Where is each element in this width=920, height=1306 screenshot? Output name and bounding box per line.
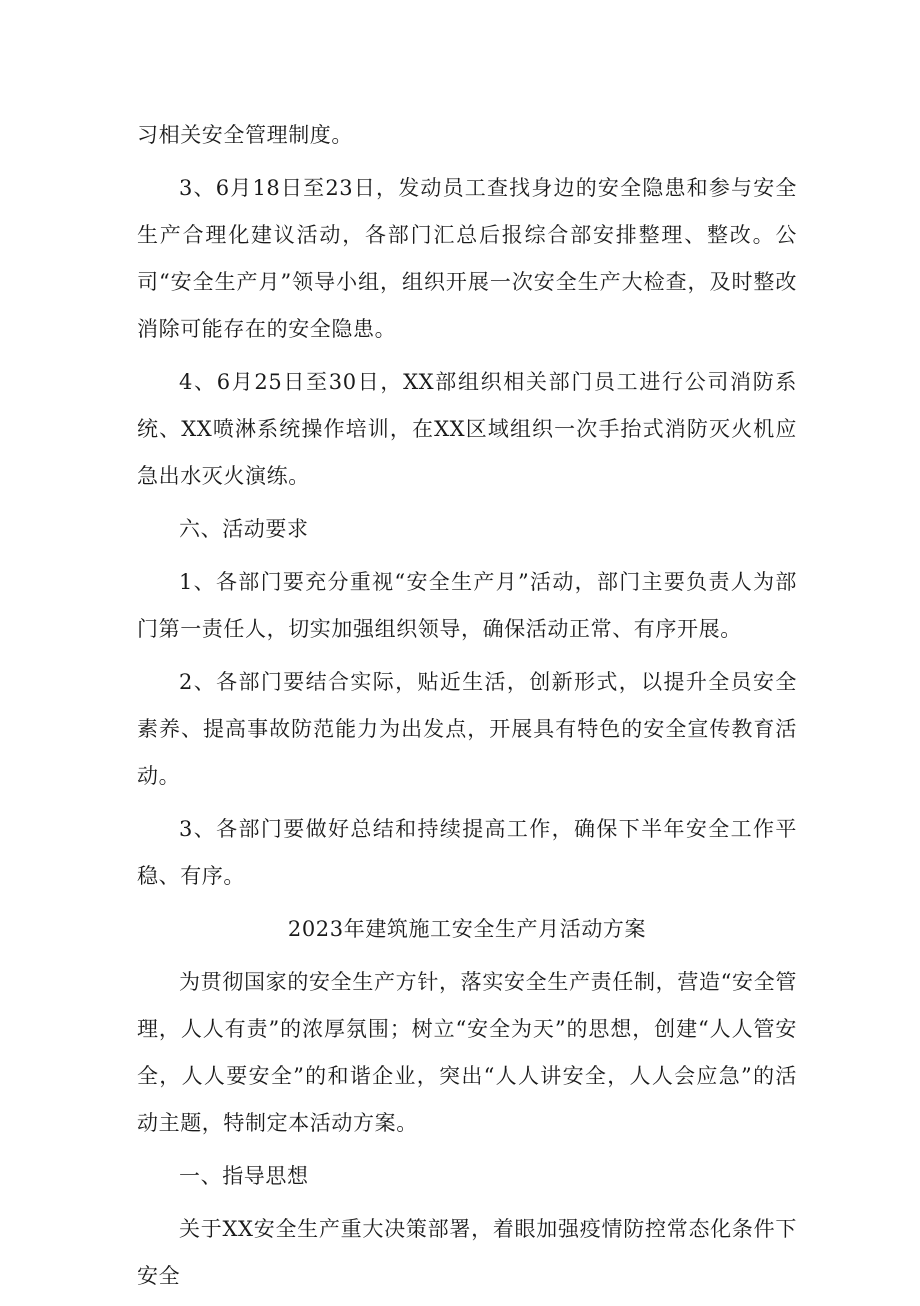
- paragraph-intro: 为贯彻国家的安全生产方针，落实安全生产责任制，营造“安全管理，人人有责”的浓厚氛围；树立“安全为天”的思想，创建“人人管安全，人人要安全”的和谐企业，突出“人人讲安全，人人会应急”的活动主题，特制定本活动方案。: [137, 970, 797, 1135]
- paragraph-requirement-2: 2、各部门要结合实际，贴近生活，创新形式，以提升全员安全素养、提高事故防范能力为出发点，开展具有特色的安全宣传教育活动。: [137, 670, 797, 788]
- paragraph-requirement-3: 3、各部门要做好总结和持续提高工作，确保下半年安全工作平稳、有序。: [137, 817, 797, 888]
- document-title: 2023年建筑施工安全生产月活动方案: [287, 917, 647, 941]
- section-heading-requirements: 六、活动要求: [179, 517, 309, 541]
- section-heading-guiding-thought: 一、指导思想: [179, 1164, 309, 1188]
- paragraph-requirement-1: 1、各部门要充分重视“安全生产月”活动，部门主要负责人为部门第一责任人，切实加强组织领导，确保活动正常、有序开展。: [137, 570, 797, 641]
- paragraph-item-3: 3、6月18日至23日，发动员工查找身边的安全隐患和参与安全生产合理化建议活动，各部门汇总后报综合部安排整理、整改。公司“安全生产月”领导小组，组织开展一次安全生产大检查，及时整改消除可能存在的安全隐患。: [137, 176, 797, 341]
- paragraph-guiding-thought: 关于XX安全生产重大决策部署，着眼加强疫情防控常态化条件下安全: [137, 1217, 797, 1288]
- paragraph-item-4: 4、6月25日至30日，XX部组织相关部门员工进行公司消防系统、XX喷淋系统操作培训，在XX区域组织一次手抬式消防灭火机应急出水灭火演练。: [137, 370, 797, 488]
- document-body: [137, 112, 797, 1306]
- paragraph-continuation: 习相关安全管理制度。: [137, 123, 353, 147]
